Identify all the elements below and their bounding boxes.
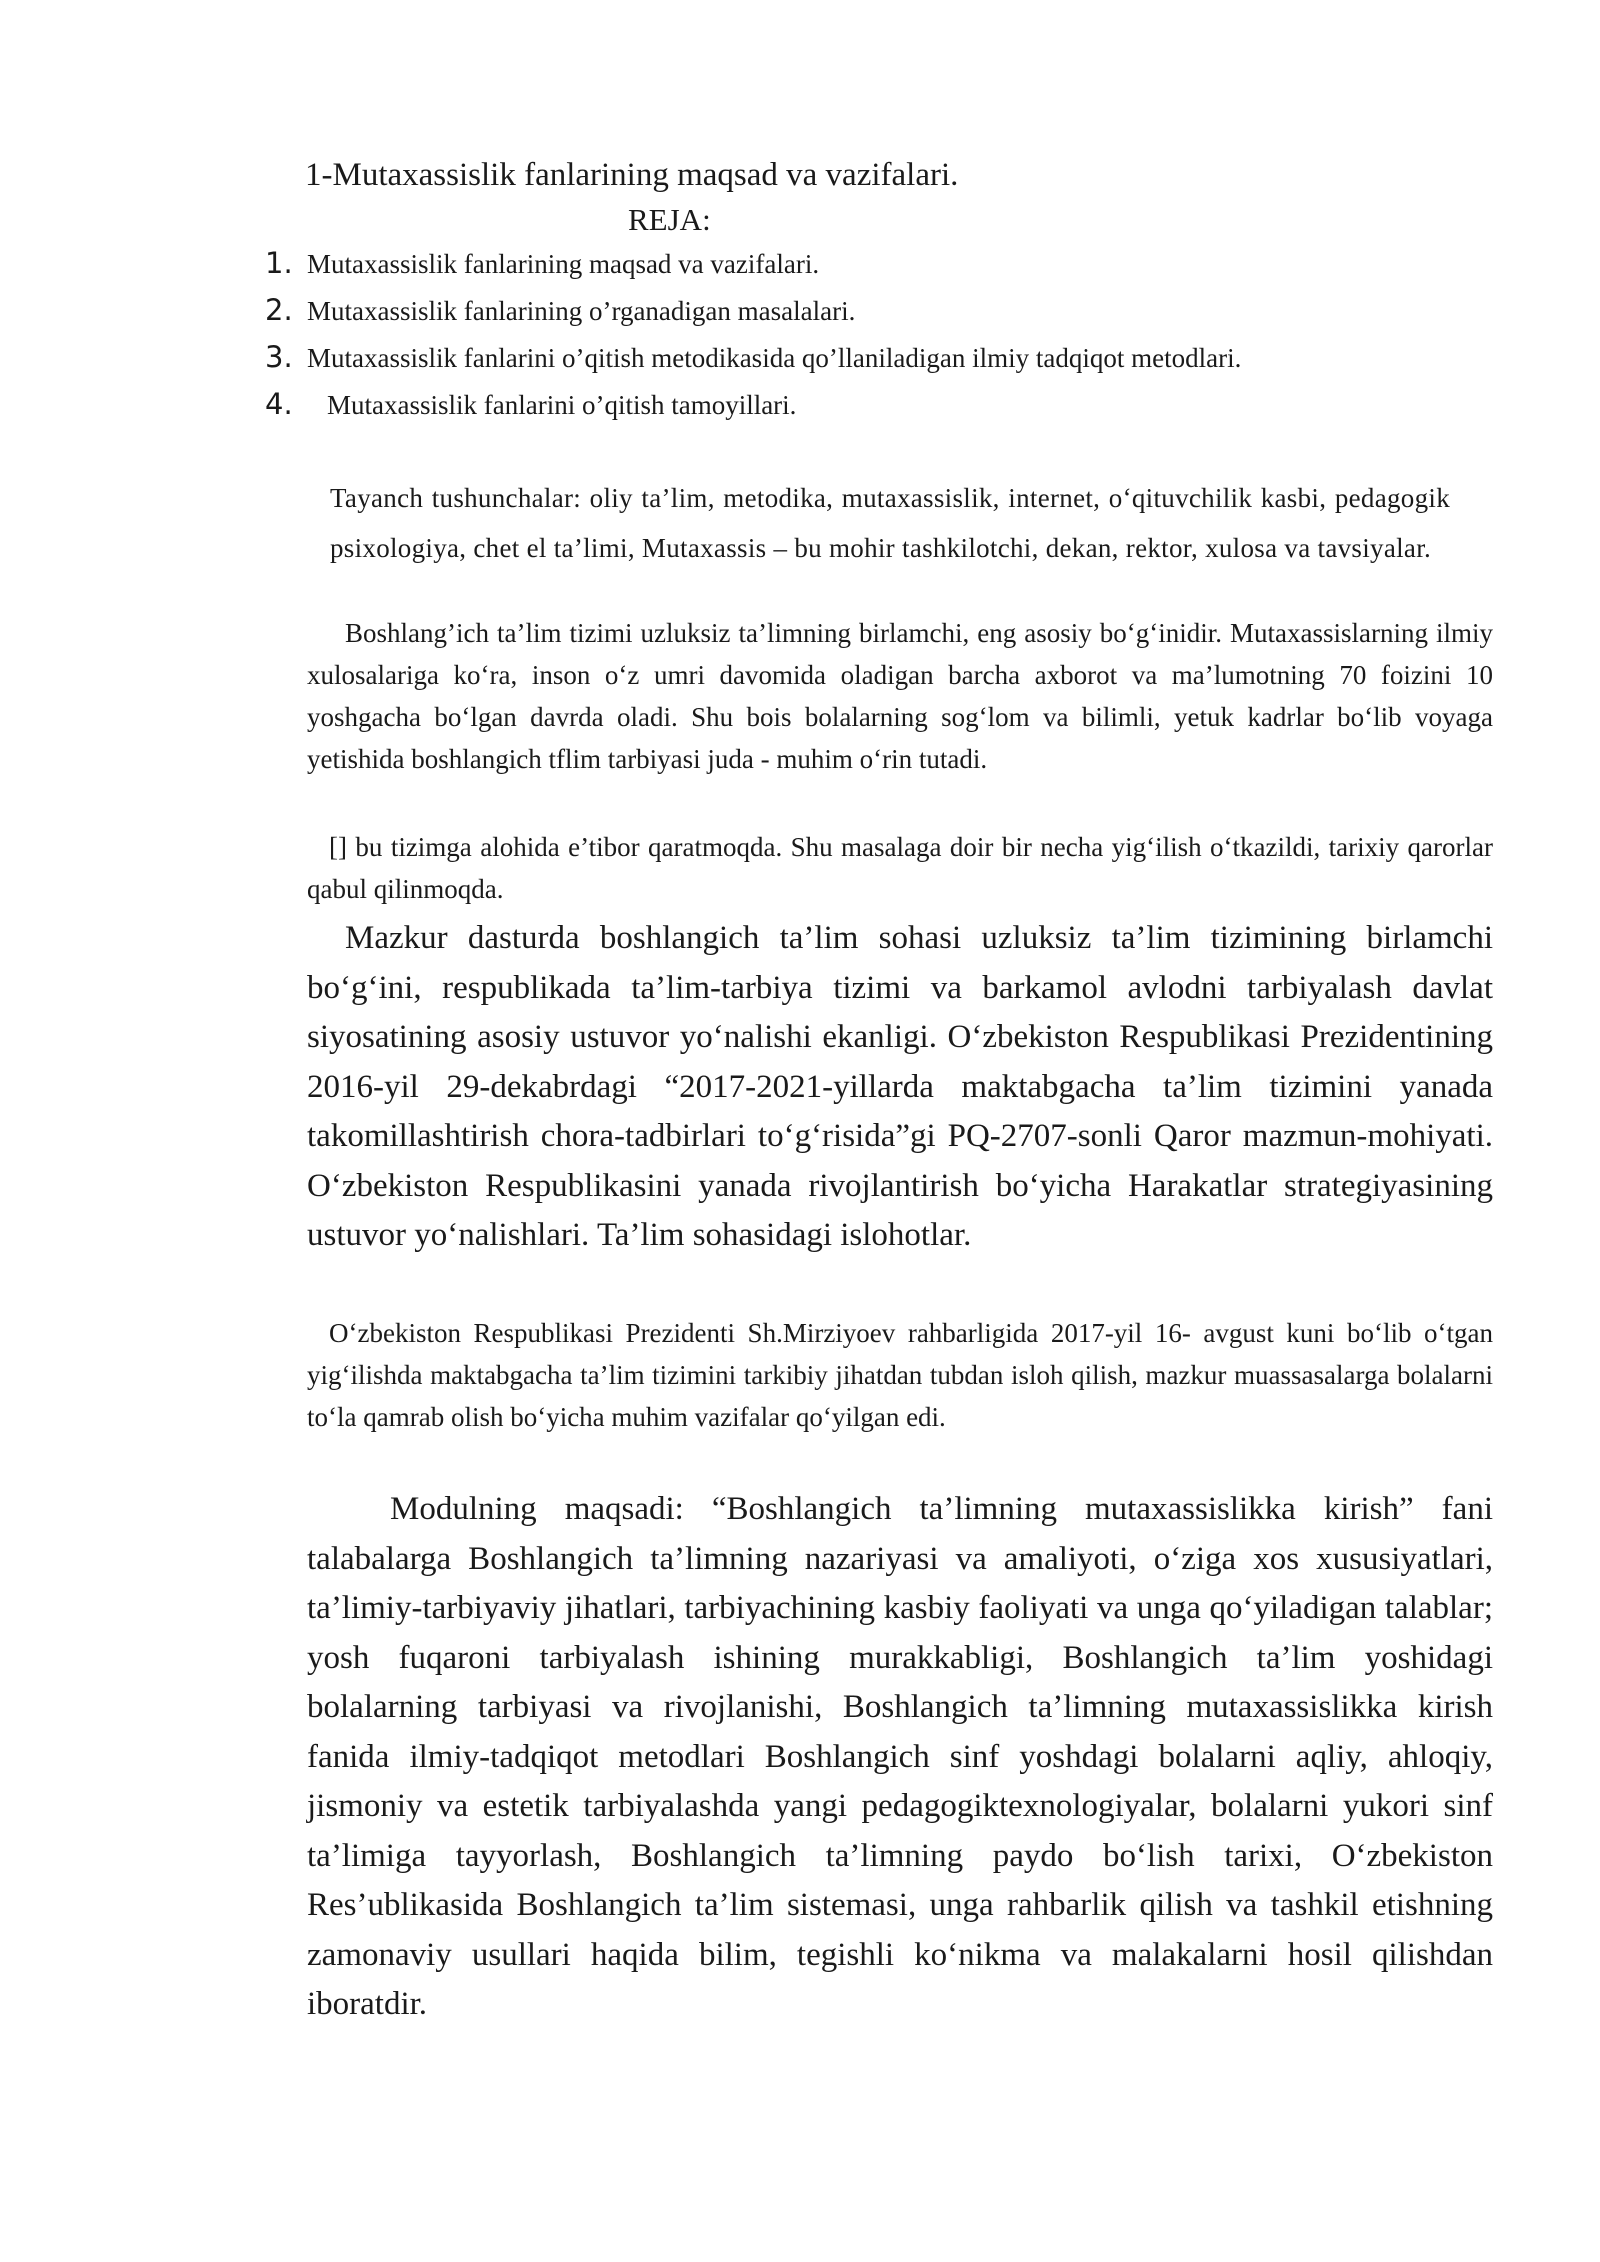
plan-item-number: 3. — [265, 340, 293, 374]
plan-item — [265, 246, 1505, 293]
plan-item — [265, 387, 1505, 434]
plan-list — [265, 246, 1505, 434]
plan-item — [265, 293, 1505, 340]
plan-heading: REJA: — [628, 202, 711, 237]
plan-item — [265, 340, 1505, 387]
key-terms-paragraph: Tayanch tushunchalar: oliy ta’lim, metodika, mutaxassislik, internet, o‘qituvchilik kasbi, pedagogik psixologiya, chet el ta’limi, Mutaxassis – bu mohir tashkilotchi, dekan, rektor, xulosa va tavsiyalar. — [330, 483, 1450, 563]
plan-item-number: 4. — [265, 387, 293, 421]
document-title: 1-Mutaxassislik fanlarining maqsad va vazifalari. — [305, 157, 959, 193]
body-paragraph: Mazkur dasturda boshlangich ta’lim sohasi uzluksiz ta’lim tizimining birlamchi bo‘g‘ini, respublikada ta’lim-tarbiya tizimi va barkamol avlodni tarbiyalash davlat siyosatining asosiy ustuvor yo‘nalishi ekanligi. O‘zbekiston Respublikasi Prezidentining 2016-yil 29-dekabrdagi “2017-2021-yillarda maktabgacha ta’lim tizimini yanada takomillashtirish chora-tadbirlari to‘g‘risida”gi PQ-2707-sonli Qaror mazmun-mohiyati. O‘zbekiston Respublikasini yanada rivojlantirish bo‘yicha Harakatlar strategiyasining ustuvor yo‘nalishlari. Ta’lim sohasidagi islohotlar. — [307, 920, 1493, 1253]
body-paragraph: Boshlang’ich ta’lim tizimi uzluksiz ta’limning birlamchi, eng asosiy bo‘g‘inidir. Mutaxassislarning ilmiy xulosalariga ko‘ra, inson o‘z umri davomida oladigan barcha axborot va ma’lumotning 70 foizini 10 yoshgacha bo‘lgan davrda oladi. Shu bois bolalarning sog‘lom va bilimli, yetuk kadrlar bo‘lib voyaga yetishida boshlangich tflim tarbiyasi juda - muhim o‘rin tutadi. — [307, 618, 1493, 774]
plan-item-text: Mutaxassislik fanlarini o’qitish metodikasida qo’llaniladigan ilmiy tadqiqot metodlari. — [307, 343, 1242, 373]
plan-item-text: Mutaxassislik fanlarining o’rganadigan masalalari. — [307, 296, 856, 326]
plan-item-text: Mutaxassislik fanlarini o’qitish tamoyillari. — [327, 390, 797, 420]
body-paragraph: Modulning maqsadi: “Boshlangich ta’limning mutaxassislikka kirish” fani talabalarga Boshlangich ta’limning nazariyasi va amaliyoti, o‘ziga xos xususiyatlari, ta’limiy-tarbiyaviy jihatlari, tarbiyachining kasbiy faoliyati va unga qo‘yiladigan talablar; yosh fuqaroni tarbiyalash ishining murakkabligi, Boshlangich ta’lim yoshidagi bolalarning tarbiyasi va rivojlanishi, Boshlangich ta’limning mutaxassislikka kirish fanida ilmiy-tadqiqot metodlari Boshlangich sinf yoshdagi bolalarni aqliy, ahloqiy, jismoniy va estetik tarbiyalashda yangi pedagogiktexnologiyalar, bolalarni yukori sinf ta’limiga tayyorlash, Boshlangich ta’limning paydo bo‘lish tarixi, O‘zbekiston Res’ublikasida Boshlangich ta’lim sistemasi, unga rahbarlik qilish va tashkil etishning zamonaviy usullari haqida bilim, tegishli ko‘nikma va malakalarni hosil qilishdan iboratdir. — [307, 1491, 1493, 2022]
plan-item-number: 1. — [265, 246, 293, 280]
plan-item-number: 2. — [265, 293, 293, 327]
plan-item-text: Mutaxassislik fanlarining maqsad va vazifalari. — [307, 249, 820, 279]
body-paragraph: O‘zbekiston Respublikasi Prezidenti Sh.Mirziyoev rahbarligida 2017-yil 16- avgust kuni bo‘lib o‘tgan yig‘ilishda maktabgacha ta’lim tizimini tarkibiy jihatdan tubdan isloh qilish, mazkur muassasalarga bolalarni to‘la qamrab olish bo‘yicha muhim vazifalar qo‘yilgan edi. — [307, 1318, 1493, 1432]
body-paragraph: [] bu tizimga alohida e’tibor qaratmoqda. Shu masalaga doir bir necha yig‘ilish o‘tkazildi, tarixiy qarorlar qabul qilinmoqda. — [307, 832, 1493, 904]
